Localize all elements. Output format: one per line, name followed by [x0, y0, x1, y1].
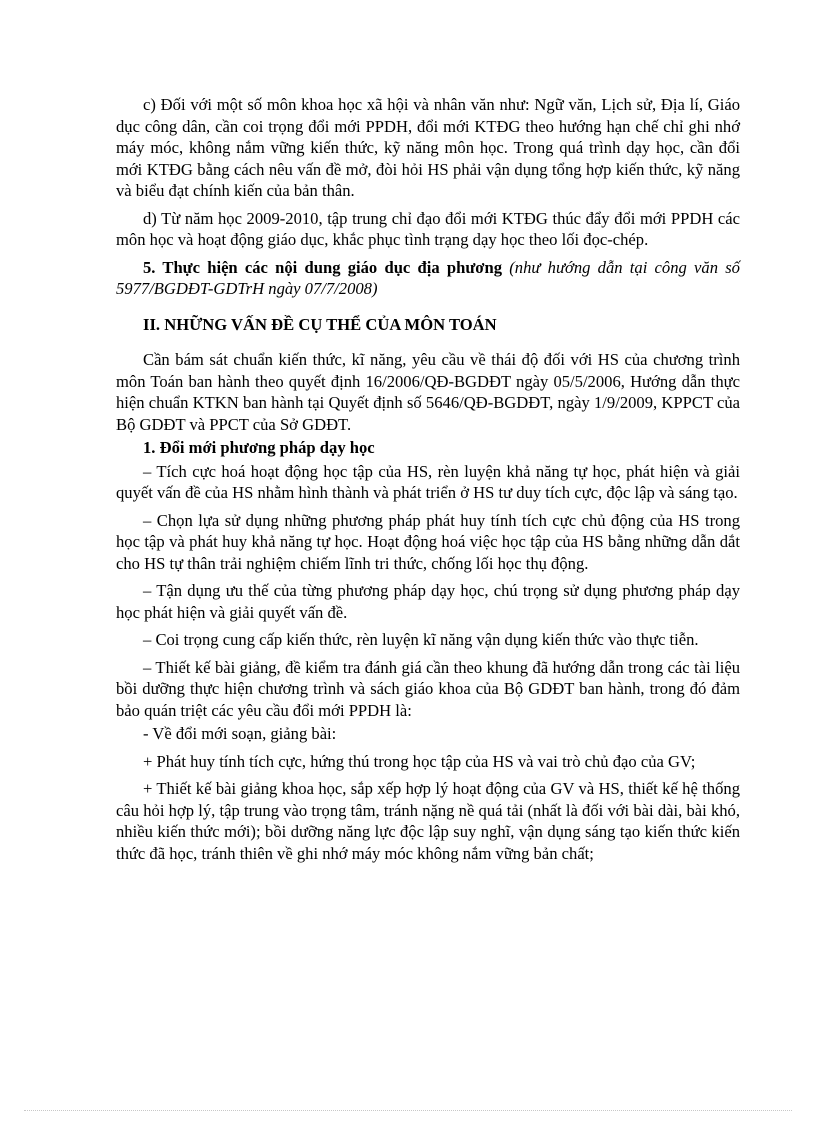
bullet-1: – Tích cực hoá hoạt động học tập của HS, rèn luyện khả năng tự học, phát hiện và giải quyết vấn đề của HS nhằm hình thành và phát triển ở HS tư duy tích cực, độc lập và sáng tạo.: [116, 461, 740, 502]
bullet-7: + Phát huy tính tích cực, hứng thú trong học tập của HS và vai trò chủ đạo của GV;: [143, 751, 696, 771]
bullet-4: – Coi trọng cung cấp kiến thức, rèn luyện kĩ năng vận dụng kiến thức vào thực tiễn.: [143, 630, 699, 649]
bullet-8: + Thiết kế bài giảng khoa học, sắp xếp hợp lý hoạt động của GV và HS, thiết kế hệ thống câu hỏi hợp lý, tập trung vào trọng tâm, tránh nặng nề quá tải (nhất là đối với bài dài, bài khó, nhiều kiến thức mới); bồi dưỡng năng lực độc lập suy nghĩ, vận dụng sáng tạo kiến thức kiến thức đã học, tránh thiên về ghi nhớ máy móc không nắm vững bản chất;: [116, 779, 740, 863]
paragraph-d: d) Từ năm học 2009-2010, tập trung chỉ đạo đổi mới KTĐG thúc đẩy đổi mới PPDH các môn học và hoạt động giáo dục, khắc phục tình trạng dạy học theo lối đọc-chép.: [116, 208, 740, 249]
subsection-title: 1. Đổi mới phương pháp dạy học: [143, 438, 375, 457]
intro-paragraph: Cần bám sát chuẩn kiến thức, kĩ năng, yêu cầu về thái độ đối với HS của chương trình môn Toán ban hành theo quyết định 16/2006/QĐ-BGDĐT ngày 05/5/2006, Hướng dẫn thực hiện chuẩn KTKN ban hành tại Quyết định số 5646/QĐ-BGDĐT, ngày 1/9/2009, KPPCT của Bộ GDĐT và PPCT của Sở GDĐT.: [116, 350, 740, 434]
item-5: [116, 257, 740, 300]
document-page: [116, 94, 740, 870]
item-5-note: (như hướng dẫn tại công văn số 5977/BGDĐT-GDTrH ngày 07/7/2008): [116, 257, 740, 298]
paragraph-c: c) Đối với một số môn khoa học xã hội và nhân văn như: Ngữ văn, Lịch sử, Địa lí, Giáo dục công dân, cần coi trọng đổi mới PPDH, đổi mới KTĐG theo hướng hạn chế chỉ ghi nhớ máy móc, không nắm vững kiến thức, kỹ năng môn học. Trong quá trình dạy học, cần đổi mới KTĐG bằng cách nêu vấn đề mở, đòi hỏi HS phải vận dụng tổng hợp kiến thức, kỹ năng và biểu đạt chính kiến của bản thân.: [116, 95, 740, 200]
bullet-3: – Tận dụng ưu thế của từng phương pháp dạy học, chú trọng sử dụng phương pháp dạy học phát hiện và giải quyết vấn đề.: [116, 581, 740, 622]
bullet-6: - Về đổi mới soạn, giảng bài:: [143, 724, 337, 743]
item-5-title: 5. Thực hiện các nội dung giáo dục địa phương: [143, 257, 503, 277]
bullet-2: – Chọn lựa sử dụng những phương pháp phát huy tính tích cực chủ động của HS trong học tập và phát huy khả năng tự học. Hoạt động hoá việc học tập của HS bằng những dẫn dắt cho HS tự thân trải nghiệm chiếm lĩnh tri thức, chống lối học thụ động.: [116, 510, 740, 573]
section-title: II. NHỮNG VẤN ĐỀ CỤ THỂ CỦA MÔN TOÁN: [143, 314, 497, 334]
bullet-5: – Thiết kế bài giảng, đề kiểm tra đánh giá cần theo khung đã hướng dẫn trong các tài liệu bồi dưỡng thực hiện chương trình và sách giáo khoa của Bộ GDĐT ban hành, trong đó đảm bảo quán triệt các yêu cầu đổi mới PPDH là:: [116, 657, 740, 720]
page-bottom-divider: [24, 1110, 792, 1111]
